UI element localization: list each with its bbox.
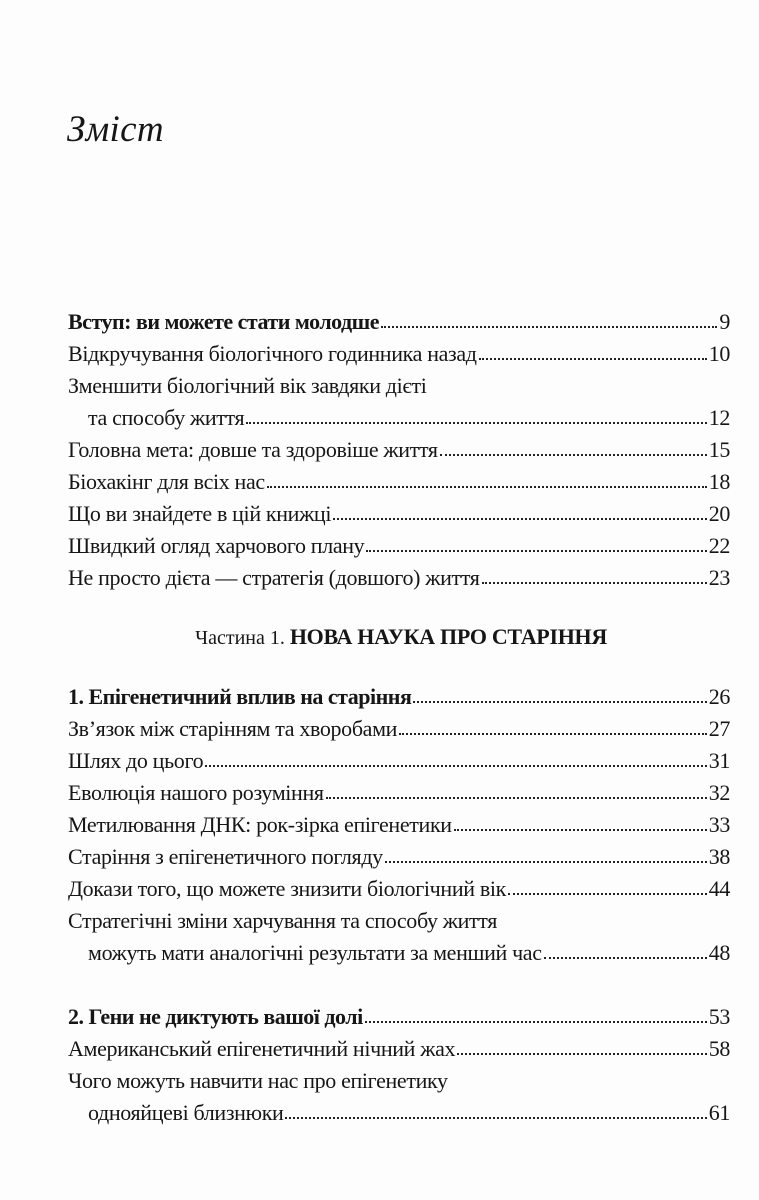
toc-entry[interactable] xyxy=(68,905,730,937)
page-number: 44 xyxy=(708,876,730,901)
page-number: 53 xyxy=(708,1004,730,1029)
toc-entry[interactable] xyxy=(68,434,730,466)
toc-entry-continuation[interactable] xyxy=(68,402,730,434)
toc-entry[interactable] xyxy=(68,498,730,530)
toc-entry[interactable] xyxy=(68,745,730,777)
dot-leader xyxy=(326,796,707,799)
entry-title: 1. Епігенетичний вплив на старіння xyxy=(68,684,412,709)
entry-title: Чого можуть навчити нас про епігенетику xyxy=(68,1068,448,1093)
intro-section xyxy=(68,306,730,594)
table-of-contents xyxy=(68,306,730,1129)
page-number: 20 xyxy=(708,501,730,526)
entry-title: Зв’язок між старінням та хворобами xyxy=(68,716,398,741)
dot-leader xyxy=(267,485,707,488)
chapter-2-section xyxy=(68,1001,730,1129)
entry-title: Метилювання ДНК: рок-зірка епігенетики xyxy=(68,812,452,837)
dot-leader xyxy=(381,325,717,328)
dot-leader xyxy=(457,1052,707,1055)
page-number: 15 xyxy=(708,437,730,462)
entry-title: Вступ: ви можете стати молодше xyxy=(68,309,379,334)
toc-entry[interactable] xyxy=(68,370,730,402)
dot-leader xyxy=(479,357,707,360)
page-number: 22 xyxy=(708,533,730,558)
dot-leader xyxy=(482,581,707,584)
dot-leader xyxy=(454,828,707,831)
dot-leader xyxy=(440,453,707,456)
dot-leader xyxy=(413,700,706,703)
page-number: 61 xyxy=(708,1100,730,1125)
dot-leader xyxy=(333,517,707,520)
toc-entry[interactable] xyxy=(68,841,730,873)
page-number: 12 xyxy=(708,405,730,430)
entry-title: Докази того, що можете знизити біологічний вік xyxy=(68,876,506,901)
page-number: 27 xyxy=(708,716,730,741)
dot-leader xyxy=(385,860,707,863)
page-number: 48 xyxy=(708,940,730,965)
entry-title: Не просто дієта — стратегія (довшого) життя xyxy=(68,565,480,590)
entry-title-continuation: однояйцеві близнюки xyxy=(88,1100,284,1125)
entry-title: 2. Гени не диктують вашої долі xyxy=(68,1004,363,1029)
page-number: 31 xyxy=(708,748,730,773)
entry-title: Швидкий огляд харчового плану xyxy=(68,533,365,558)
toc-entry[interactable] xyxy=(68,530,730,562)
dot-leader xyxy=(399,732,707,735)
toc-entry[interactable] xyxy=(68,873,730,905)
entry-title: Старіння з епігенетичного погляду xyxy=(68,844,383,869)
entry-title-continuation: та способу життя xyxy=(88,405,245,430)
page-number: 38 xyxy=(708,844,730,869)
part-prefix: Частина 1. xyxy=(195,627,285,649)
toc-entry[interactable] xyxy=(68,1033,730,1065)
entry-title: Що ви знайдете в цій книжці xyxy=(68,501,332,526)
entry-title: Стратегічні зміни харчування та способу життя xyxy=(68,908,498,933)
dot-leader xyxy=(366,549,706,552)
toc-entry-continuation[interactable] xyxy=(68,1097,730,1129)
page-number: 58 xyxy=(708,1036,730,1061)
toc-entry-continuation[interactable] xyxy=(68,937,730,969)
page-number: 23 xyxy=(708,565,730,590)
dot-leader xyxy=(246,421,706,424)
entry-title: Біохакінг для всіх нас xyxy=(68,469,265,494)
chapter-heading-entry[interactable] xyxy=(68,306,730,338)
chapter-heading-entry[interactable] xyxy=(68,1001,730,1033)
toc-entry[interactable] xyxy=(68,713,730,745)
entry-title: Американський епігенетичний нічний жах xyxy=(68,1036,456,1061)
entry-title: Зменшити біологічний вік завдяки дієті xyxy=(68,373,427,398)
dot-leader xyxy=(205,764,706,767)
dot-leader xyxy=(544,956,707,959)
page-number: 32 xyxy=(708,780,730,805)
page-number: 10 xyxy=(708,341,730,366)
entry-title: Еволюція нашого розуміння xyxy=(68,780,324,805)
page-number: 18 xyxy=(708,469,730,494)
dot-leader xyxy=(508,892,707,895)
toc-entry[interactable] xyxy=(68,562,730,594)
chapter-heading-entry[interactable] xyxy=(68,681,730,713)
toc-entry[interactable] xyxy=(68,809,730,841)
entry-title: Відкручування біологічного годинника назад xyxy=(68,341,477,366)
chapter-1-section xyxy=(68,681,730,969)
dot-leader xyxy=(285,1116,706,1119)
toc-entry[interactable] xyxy=(68,1065,730,1097)
entry-title: Шлях до цього xyxy=(68,748,204,773)
part-name: НОВА НАУКА ПРО СТАРІННЯ xyxy=(289,624,607,649)
page-number: 9 xyxy=(719,309,730,334)
entry-title: Головна мета: довше та здоровіше життя xyxy=(68,437,438,462)
toc-entry[interactable] xyxy=(68,338,730,370)
toc-entry[interactable] xyxy=(68,777,730,809)
page-number: 33 xyxy=(708,812,730,837)
page-number: 26 xyxy=(708,684,730,709)
toc-entry[interactable] xyxy=(68,466,730,498)
part-heading xyxy=(68,621,730,653)
page-title: Зміст xyxy=(67,109,164,150)
dot-leader xyxy=(365,1020,707,1023)
entry-title-continuation: можуть мати аналогічні результати за менший час xyxy=(88,940,542,965)
